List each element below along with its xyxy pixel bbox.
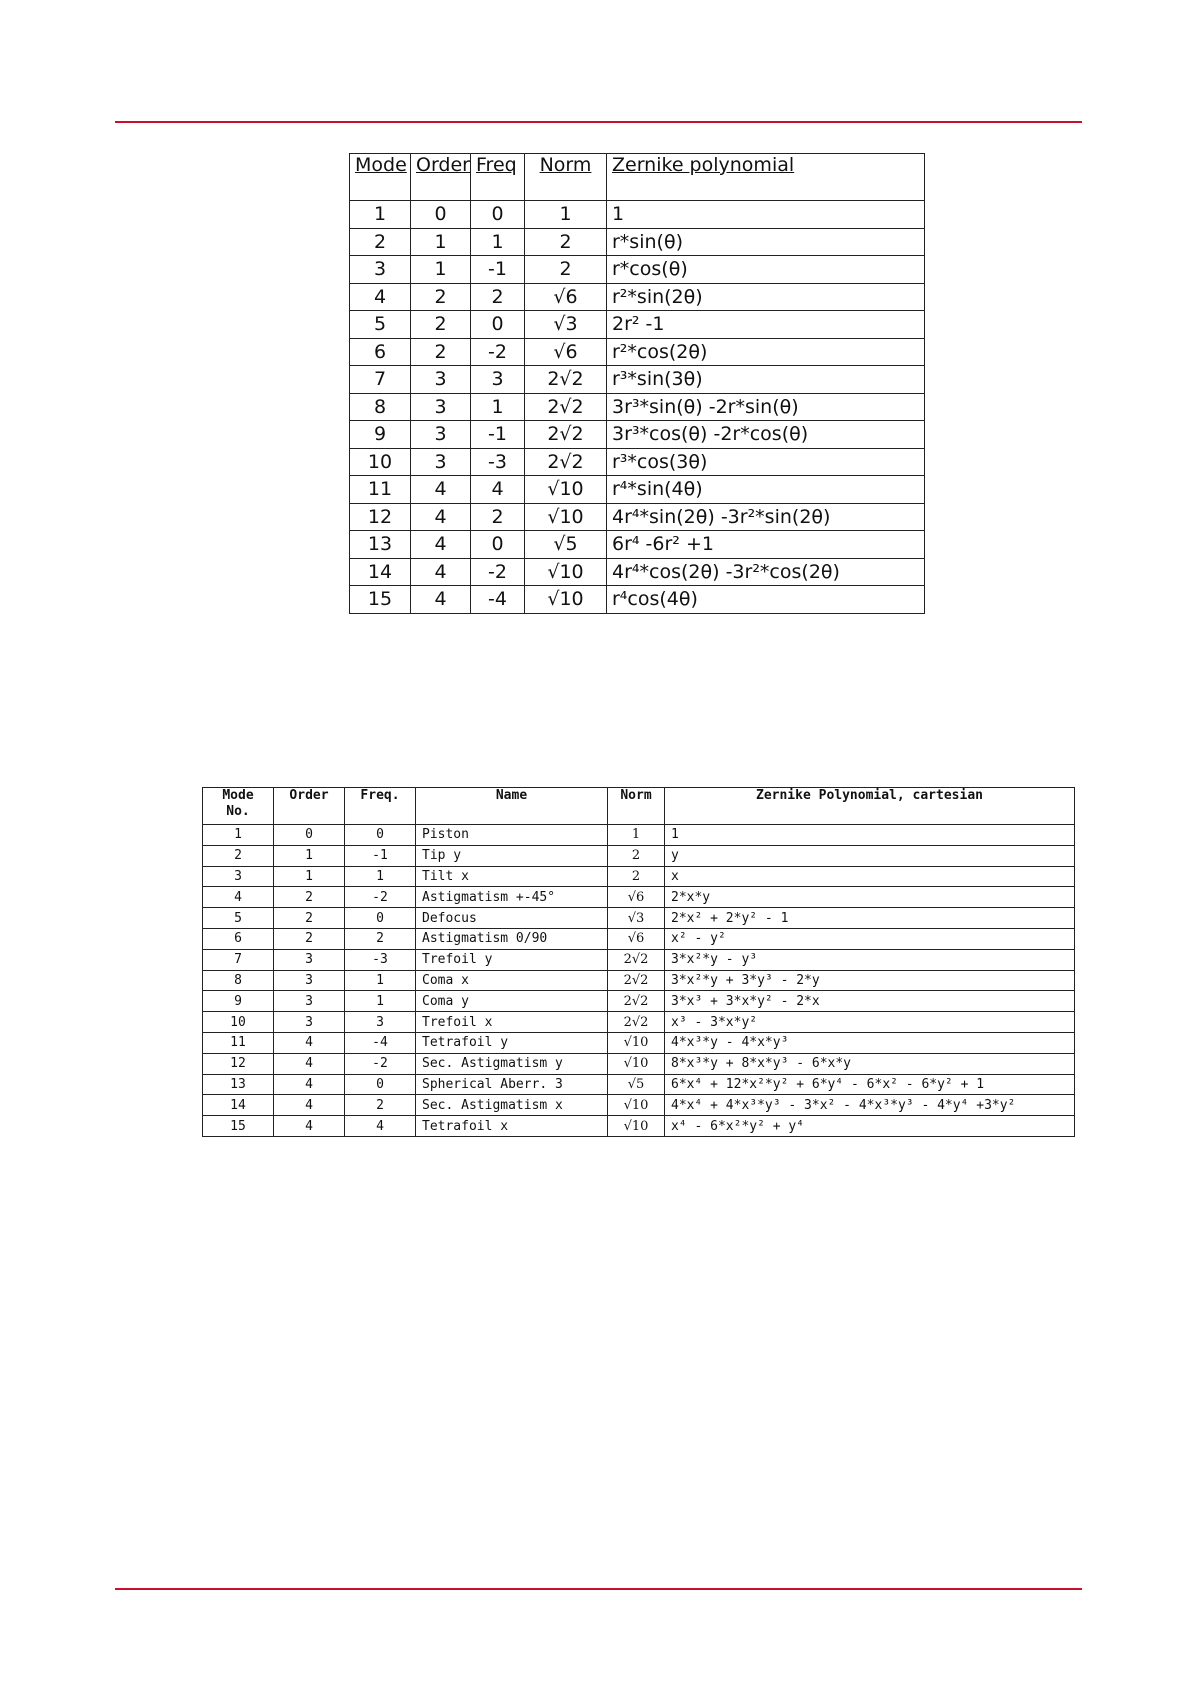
cell-freq: -3 — [471, 448, 525, 476]
cell-mode: 5 — [203, 908, 274, 929]
table-row — [203, 866, 1075, 887]
cell-name: Trefoil y — [416, 949, 608, 970]
table-row — [203, 1032, 1075, 1053]
cell-mode: 1 — [350, 201, 411, 229]
cell-freq: -4 — [471, 586, 525, 614]
cell-polynomial: 2*x*y — [665, 887, 1075, 908]
cell-polynomial: r²*cos(2θ) — [607, 338, 925, 366]
cell-freq: 1 — [345, 991, 416, 1012]
cell-mode: 11 — [203, 1032, 274, 1053]
cell-freq: -1 — [471, 256, 525, 284]
table-row — [203, 991, 1075, 1012]
table-row — [350, 256, 925, 284]
cell-order: 3 — [411, 421, 471, 449]
cell-polynomial: 3r³*sin(θ) -2r*sin(θ) — [607, 393, 925, 421]
header-norm: Norm — [608, 788, 665, 825]
cell-polynomial: r³*sin(3θ) — [607, 366, 925, 394]
cell-freq: 0 — [345, 908, 416, 929]
cell-freq: 4 — [471, 476, 525, 504]
cell-order: 4 — [274, 1053, 345, 1074]
table-row — [203, 825, 1075, 846]
cell-norm: √10 — [608, 1116, 665, 1137]
table-row — [203, 908, 1075, 929]
cell-polynomial: r*cos(θ) — [607, 256, 925, 284]
cell-polynomial: 3r³*cos(θ) -2r*cos(θ) — [607, 421, 925, 449]
cell-freq: 0 — [345, 825, 416, 846]
cell-norm: √5 — [608, 1074, 665, 1095]
cell-polynomial: 3*x²*y - y³ — [665, 949, 1075, 970]
cell-order: 1 — [411, 256, 471, 284]
cell-name: Trefoil x — [416, 1012, 608, 1033]
cell-norm: √6 — [525, 338, 607, 366]
cell-freq: 0 — [471, 311, 525, 339]
cell-norm: √3 — [525, 311, 607, 339]
cell-order: 0 — [274, 825, 345, 846]
cell-mode: 10 — [203, 1012, 274, 1033]
table-header-row — [350, 154, 925, 201]
cell-norm: 2 — [608, 866, 665, 887]
cell-polynomial: 6r⁴ -6r² +1 — [607, 531, 925, 559]
cell-order: 3 — [411, 393, 471, 421]
cell-order: 3 — [274, 991, 345, 1012]
table-row — [203, 845, 1075, 866]
cell-polynomial: 4r⁴*sin(2θ) -3r²*sin(2θ) — [607, 503, 925, 531]
cell-mode: 7 — [350, 366, 411, 394]
cell-order: 4 — [274, 1095, 345, 1116]
cell-order: 3 — [274, 970, 345, 991]
cell-norm: 1 — [608, 825, 665, 846]
table-row — [350, 586, 925, 614]
cell-name: Coma x — [416, 970, 608, 991]
cell-norm: √6 — [608, 928, 665, 949]
header-freq: Freq — [471, 154, 525, 201]
footer-rule — [115, 1588, 1082, 1590]
cell-norm: 2√2 — [525, 421, 607, 449]
cell-mode: 14 — [203, 1095, 274, 1116]
table-row — [350, 558, 925, 586]
cell-order: 2 — [274, 928, 345, 949]
cell-norm: 2 — [525, 256, 607, 284]
cell-name: Spherical Aberr. 3 — [416, 1074, 608, 1095]
table-row — [350, 366, 925, 394]
zernike-cartesian-table — [202, 787, 1075, 1137]
cell-name: Tilt x — [416, 866, 608, 887]
cell-order: 3 — [411, 366, 471, 394]
header-rule — [115, 121, 1082, 123]
cell-polynomial: y — [665, 845, 1075, 866]
cell-norm: √6 — [525, 283, 607, 311]
cell-order: 4 — [411, 503, 471, 531]
cell-order: 0 — [411, 201, 471, 229]
cell-name: Sec. Astigmatism y — [416, 1053, 608, 1074]
cell-order: 1 — [274, 845, 345, 866]
cell-order: 4 — [274, 1032, 345, 1053]
cell-norm: √10 — [525, 503, 607, 531]
cell-freq: 2 — [345, 928, 416, 949]
table-header-row — [203, 788, 1075, 825]
cell-name: Defocus — [416, 908, 608, 929]
cell-mode: 15 — [350, 586, 411, 614]
header-order: Order — [274, 788, 345, 825]
cell-order: 4 — [411, 476, 471, 504]
cell-name: Tip y — [416, 845, 608, 866]
cell-mode: 2 — [203, 845, 274, 866]
cell-polynomial: r²*sin(2θ) — [607, 283, 925, 311]
cell-freq: -4 — [345, 1032, 416, 1053]
cell-mode: 1 — [203, 825, 274, 846]
table-row — [203, 1095, 1075, 1116]
table-row — [203, 887, 1075, 908]
cell-mode: 12 — [350, 503, 411, 531]
cell-polynomial: 3*x³ + 3*x*y² - 2*x — [665, 991, 1075, 1012]
cell-polynomial: 1 — [607, 201, 925, 229]
cell-mode: 11 — [350, 476, 411, 504]
cell-order: 2 — [274, 908, 345, 929]
cell-mode: 9 — [203, 991, 274, 1012]
cell-freq: -1 — [471, 421, 525, 449]
cell-mode: 6 — [203, 928, 274, 949]
cell-polynomial: 2r² -1 — [607, 311, 925, 339]
cell-mode: 15 — [203, 1116, 274, 1137]
cell-order: 4 — [274, 1074, 345, 1095]
cell-norm: √10 — [608, 1032, 665, 1053]
table-row — [203, 928, 1075, 949]
cell-polynomial: x³ - 3*x*y² — [665, 1012, 1075, 1033]
cell-norm: 2√2 — [525, 393, 607, 421]
table-row — [350, 338, 925, 366]
table-row — [350, 503, 925, 531]
cell-freq: 2 — [471, 503, 525, 531]
header-mode: Mode — [350, 154, 411, 201]
table-row — [350, 393, 925, 421]
cell-norm: 2√2 — [608, 991, 665, 1012]
cell-polynomial: 4r⁴*cos(2θ) -3r²*cos(2θ) — [607, 558, 925, 586]
cell-mode: 4 — [350, 283, 411, 311]
cell-mode: 14 — [350, 558, 411, 586]
header-polynomial: Zernike polynomial — [607, 154, 925, 201]
header-name: Name — [416, 788, 608, 825]
cell-freq: 0 — [471, 531, 525, 559]
cell-freq: 2 — [471, 283, 525, 311]
table-row — [203, 970, 1075, 991]
cell-norm: 2√2 — [525, 448, 607, 476]
table-row — [203, 949, 1075, 970]
cell-polynomial: 2*x² + 2*y² - 1 — [665, 908, 1075, 929]
cell-norm: √5 — [525, 531, 607, 559]
cell-polynomial: 8*x³*y + 8*x*y³ - 6*x*y — [665, 1053, 1075, 1074]
header-polynomial: Zernike Polynomial, cartesian — [665, 788, 1075, 825]
cell-order: 2 — [411, 311, 471, 339]
cell-norm: √6 — [608, 887, 665, 908]
cell-freq: 2 — [345, 1095, 416, 1116]
cell-name: Coma y — [416, 991, 608, 1012]
cell-name: Tetrafoil y — [416, 1032, 608, 1053]
cell-mode: 8 — [203, 970, 274, 991]
cell-polynomial: x — [665, 866, 1075, 887]
table-row — [350, 201, 925, 229]
cell-freq: -1 — [345, 845, 416, 866]
cell-mode: 13 — [350, 531, 411, 559]
cell-norm: 2 — [525, 228, 607, 256]
cell-polynomial: 4*x³*y - 4*x*y³ — [665, 1032, 1075, 1053]
header-mode-no: Mode No. — [203, 788, 274, 825]
cell-order: 3 — [274, 1012, 345, 1033]
table-row — [350, 531, 925, 559]
cell-order: 3 — [274, 949, 345, 970]
cell-freq: 1 — [471, 393, 525, 421]
cell-order: 4 — [411, 531, 471, 559]
header-norm: Norm — [525, 154, 607, 201]
cell-norm: √10 — [608, 1095, 665, 1116]
cell-norm: √10 — [608, 1053, 665, 1074]
cell-freq: -2 — [345, 887, 416, 908]
cell-mode: 8 — [350, 393, 411, 421]
cell-order: 2 — [411, 283, 471, 311]
cell-freq: 1 — [345, 970, 416, 991]
cell-name: Piston — [416, 825, 608, 846]
cell-norm: √10 — [525, 586, 607, 614]
zernike-polar-table — [349, 153, 925, 614]
cell-order: 4 — [274, 1116, 345, 1137]
cell-norm: √10 — [525, 476, 607, 504]
cell-polynomial: 6*x⁴ + 12*x²*y² + 6*y⁴ - 6*x² - 6*y² + 1 — [665, 1074, 1075, 1095]
cell-mode: 3 — [203, 866, 274, 887]
cell-name: Astigmatism 0/90 — [416, 928, 608, 949]
table-row — [350, 228, 925, 256]
cell-norm: 1 — [525, 201, 607, 229]
cell-polynomial: x² - y² — [665, 928, 1075, 949]
table-row — [350, 448, 925, 476]
cell-polynomial: 1 — [665, 825, 1075, 846]
cell-freq: 1 — [345, 866, 416, 887]
cell-mode: 10 — [350, 448, 411, 476]
cell-order: 2 — [274, 887, 345, 908]
cell-norm: 2 — [608, 845, 665, 866]
cell-name: Sec. Astigmatism x — [416, 1095, 608, 1116]
cell-polynomial: r⁴cos(4θ) — [607, 586, 925, 614]
cell-order: 1 — [411, 228, 471, 256]
table-row — [350, 421, 925, 449]
cell-mode: 4 — [203, 887, 274, 908]
cell-norm: 2√2 — [608, 970, 665, 991]
cell-polynomial: 3*x²*y + 3*y³ - 2*y — [665, 970, 1075, 991]
table-row — [203, 1116, 1075, 1137]
table-row — [203, 1053, 1075, 1074]
header-order: Order — [411, 154, 471, 201]
cell-order: 1 — [274, 866, 345, 887]
cell-freq: 0 — [471, 201, 525, 229]
cell-norm: 2√2 — [608, 1012, 665, 1033]
table-row — [350, 283, 925, 311]
cell-name: Tetrafoil x — [416, 1116, 608, 1137]
cell-order: 4 — [411, 558, 471, 586]
cell-freq: -3 — [345, 949, 416, 970]
header-freq: Freq. — [345, 788, 416, 825]
cell-freq: -2 — [471, 338, 525, 366]
table-row — [350, 311, 925, 339]
cell-mode: 2 — [350, 228, 411, 256]
cell-mode: 5 — [350, 311, 411, 339]
cell-freq: 3 — [471, 366, 525, 394]
cell-order: 2 — [411, 338, 471, 366]
cell-norm: 2√2 — [608, 949, 665, 970]
cell-freq: 1 — [471, 228, 525, 256]
cell-mode: 13 — [203, 1074, 274, 1095]
cell-order: 4 — [411, 586, 471, 614]
table-row — [350, 476, 925, 504]
cell-freq: 3 — [345, 1012, 416, 1033]
cell-freq: 4 — [345, 1116, 416, 1137]
cell-norm: 2√2 — [525, 366, 607, 394]
cell-order: 3 — [411, 448, 471, 476]
table-row — [203, 1074, 1075, 1095]
cell-mode: 9 — [350, 421, 411, 449]
table-row — [203, 1012, 1075, 1033]
cell-polynomial: r³*cos(3θ) — [607, 448, 925, 476]
cell-mode: 6 — [350, 338, 411, 366]
cell-norm: √10 — [525, 558, 607, 586]
cell-polynomial: x⁴ - 6*x²*y² + y⁴ — [665, 1116, 1075, 1137]
cell-mode: 3 — [350, 256, 411, 284]
cell-polynomial: r⁴*sin(4θ) — [607, 476, 925, 504]
cell-norm: √3 — [608, 908, 665, 929]
cell-mode: 7 — [203, 949, 274, 970]
cell-freq: -2 — [345, 1053, 416, 1074]
cell-polynomial: 4*x⁴ + 4*x³*y³ - 3*x² - 4*x³*y³ - 4*y⁴ +3*y² — [665, 1095, 1075, 1116]
cell-polynomial: r*sin(θ) — [607, 228, 925, 256]
cell-name: Astigmatism +-45° — [416, 887, 608, 908]
cell-freq: 0 — [345, 1074, 416, 1095]
cell-mode: 12 — [203, 1053, 274, 1074]
cell-freq: -2 — [471, 558, 525, 586]
